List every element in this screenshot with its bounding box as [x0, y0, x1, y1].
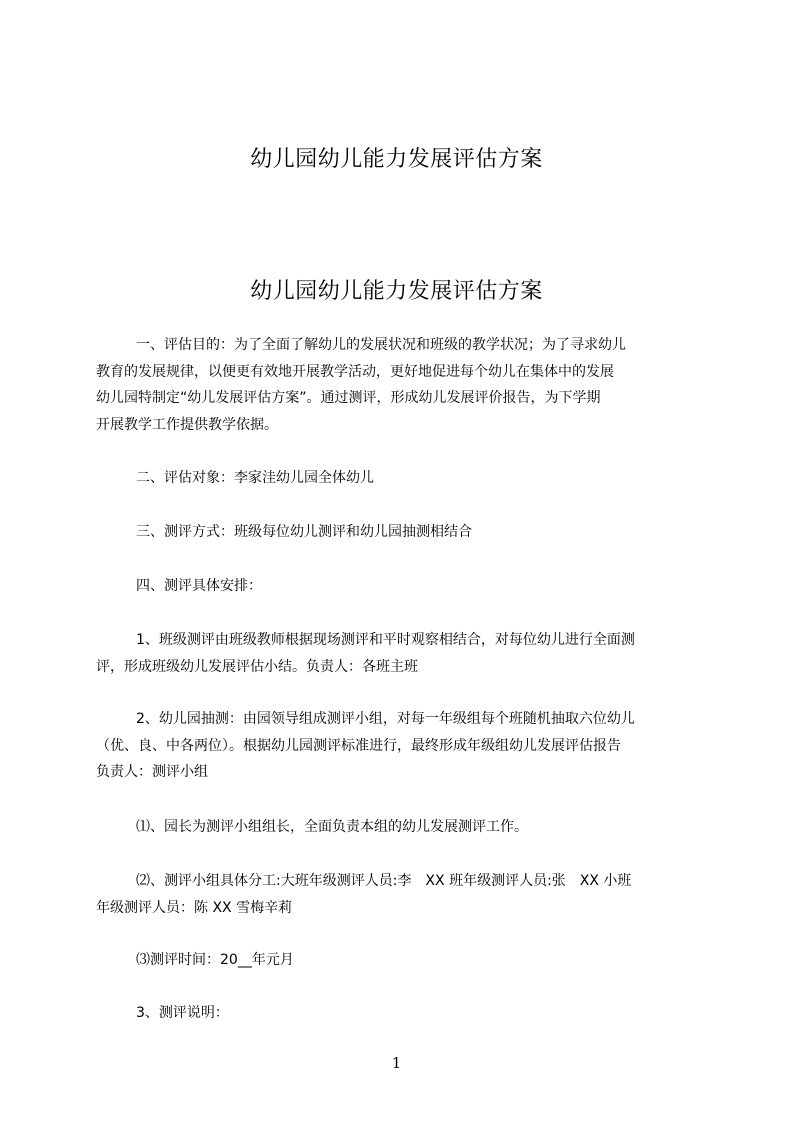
- section-staff: [96, 868, 706, 921]
- text-line: 1、班级测评由班级教师根据现场测评和平时观察相结合，对每位幼儿进行全面测: [136, 632, 635, 648]
- text-line: （优、良、中各两位）。根据幼儿园测评标准进行，最终形成年级组幼儿发展评估报告: [96, 737, 621, 754]
- text-line: 教育的发展规律，以便更有效地开展教学活动，更好地促进每个幼儿在集体中的发展: [96, 363, 614, 380]
- section-target: [96, 465, 706, 492]
- text-line: 幼儿园特制定“幼儿发展评估方案”。通过测评，形成幼儿发展评价报告，为下学期: [96, 390, 601, 406]
- section-plan: [96, 573, 706, 600]
- text-line: ⑶测评时间：20__年元月: [136, 952, 294, 968]
- text-line: ⑴、园长为测评小组组长，全面负责本组的幼儿发展测评工作。: [136, 819, 528, 835]
- page-number: 1: [391, 1054, 402, 1072]
- section-class-evaluation: [96, 627, 706, 680]
- text-line: 二、评估对象：李家洼幼儿园全体幼儿: [136, 470, 374, 486]
- section-notes: [96, 1000, 706, 1027]
- section-time: [96, 947, 706, 974]
- text-line: 三、测评方式：班级每位幼儿测评和幼儿园抽测相结合: [136, 524, 472, 540]
- text-line: 3、测评说明：: [136, 1005, 229, 1021]
- text-line: ⑵、测评小组具体分工:大班年级测评人员:李 XX 班年级测评人员:张 XX 小班: [136, 873, 632, 889]
- section-leader: [96, 814, 706, 841]
- text-line: 2、幼儿园抽测：由园领导组成测评小组，对每一年级组每个班随机抽取六位幼儿: [136, 711, 635, 727]
- text-line: 一、评估目的：为了全面了解幼儿的发展状况和班级的教学状况；为了寻求幼儿: [136, 337, 626, 353]
- text-line: 评，形成班级幼儿发展评估小结。负责人：各班主班: [96, 658, 418, 675]
- section-purpose: [96, 332, 706, 438]
- text-line: 负责人：测评小组: [96, 764, 208, 780]
- text-line: 开展教学工作提供教学依据。: [96, 416, 278, 433]
- text-line: 年级测评人员：陈 XX 雪梅辛莉: [96, 899, 293, 916]
- section-method: [96, 519, 706, 546]
- section-sample-evaluation: [96, 706, 706, 786]
- document-main-title: 幼儿园幼儿能力发展评估方案: [250, 279, 543, 304]
- document-header-title: 幼儿园幼儿能力发展评估方案: [250, 147, 543, 172]
- text-line: 四、测评具体安排：: [136, 578, 262, 594]
